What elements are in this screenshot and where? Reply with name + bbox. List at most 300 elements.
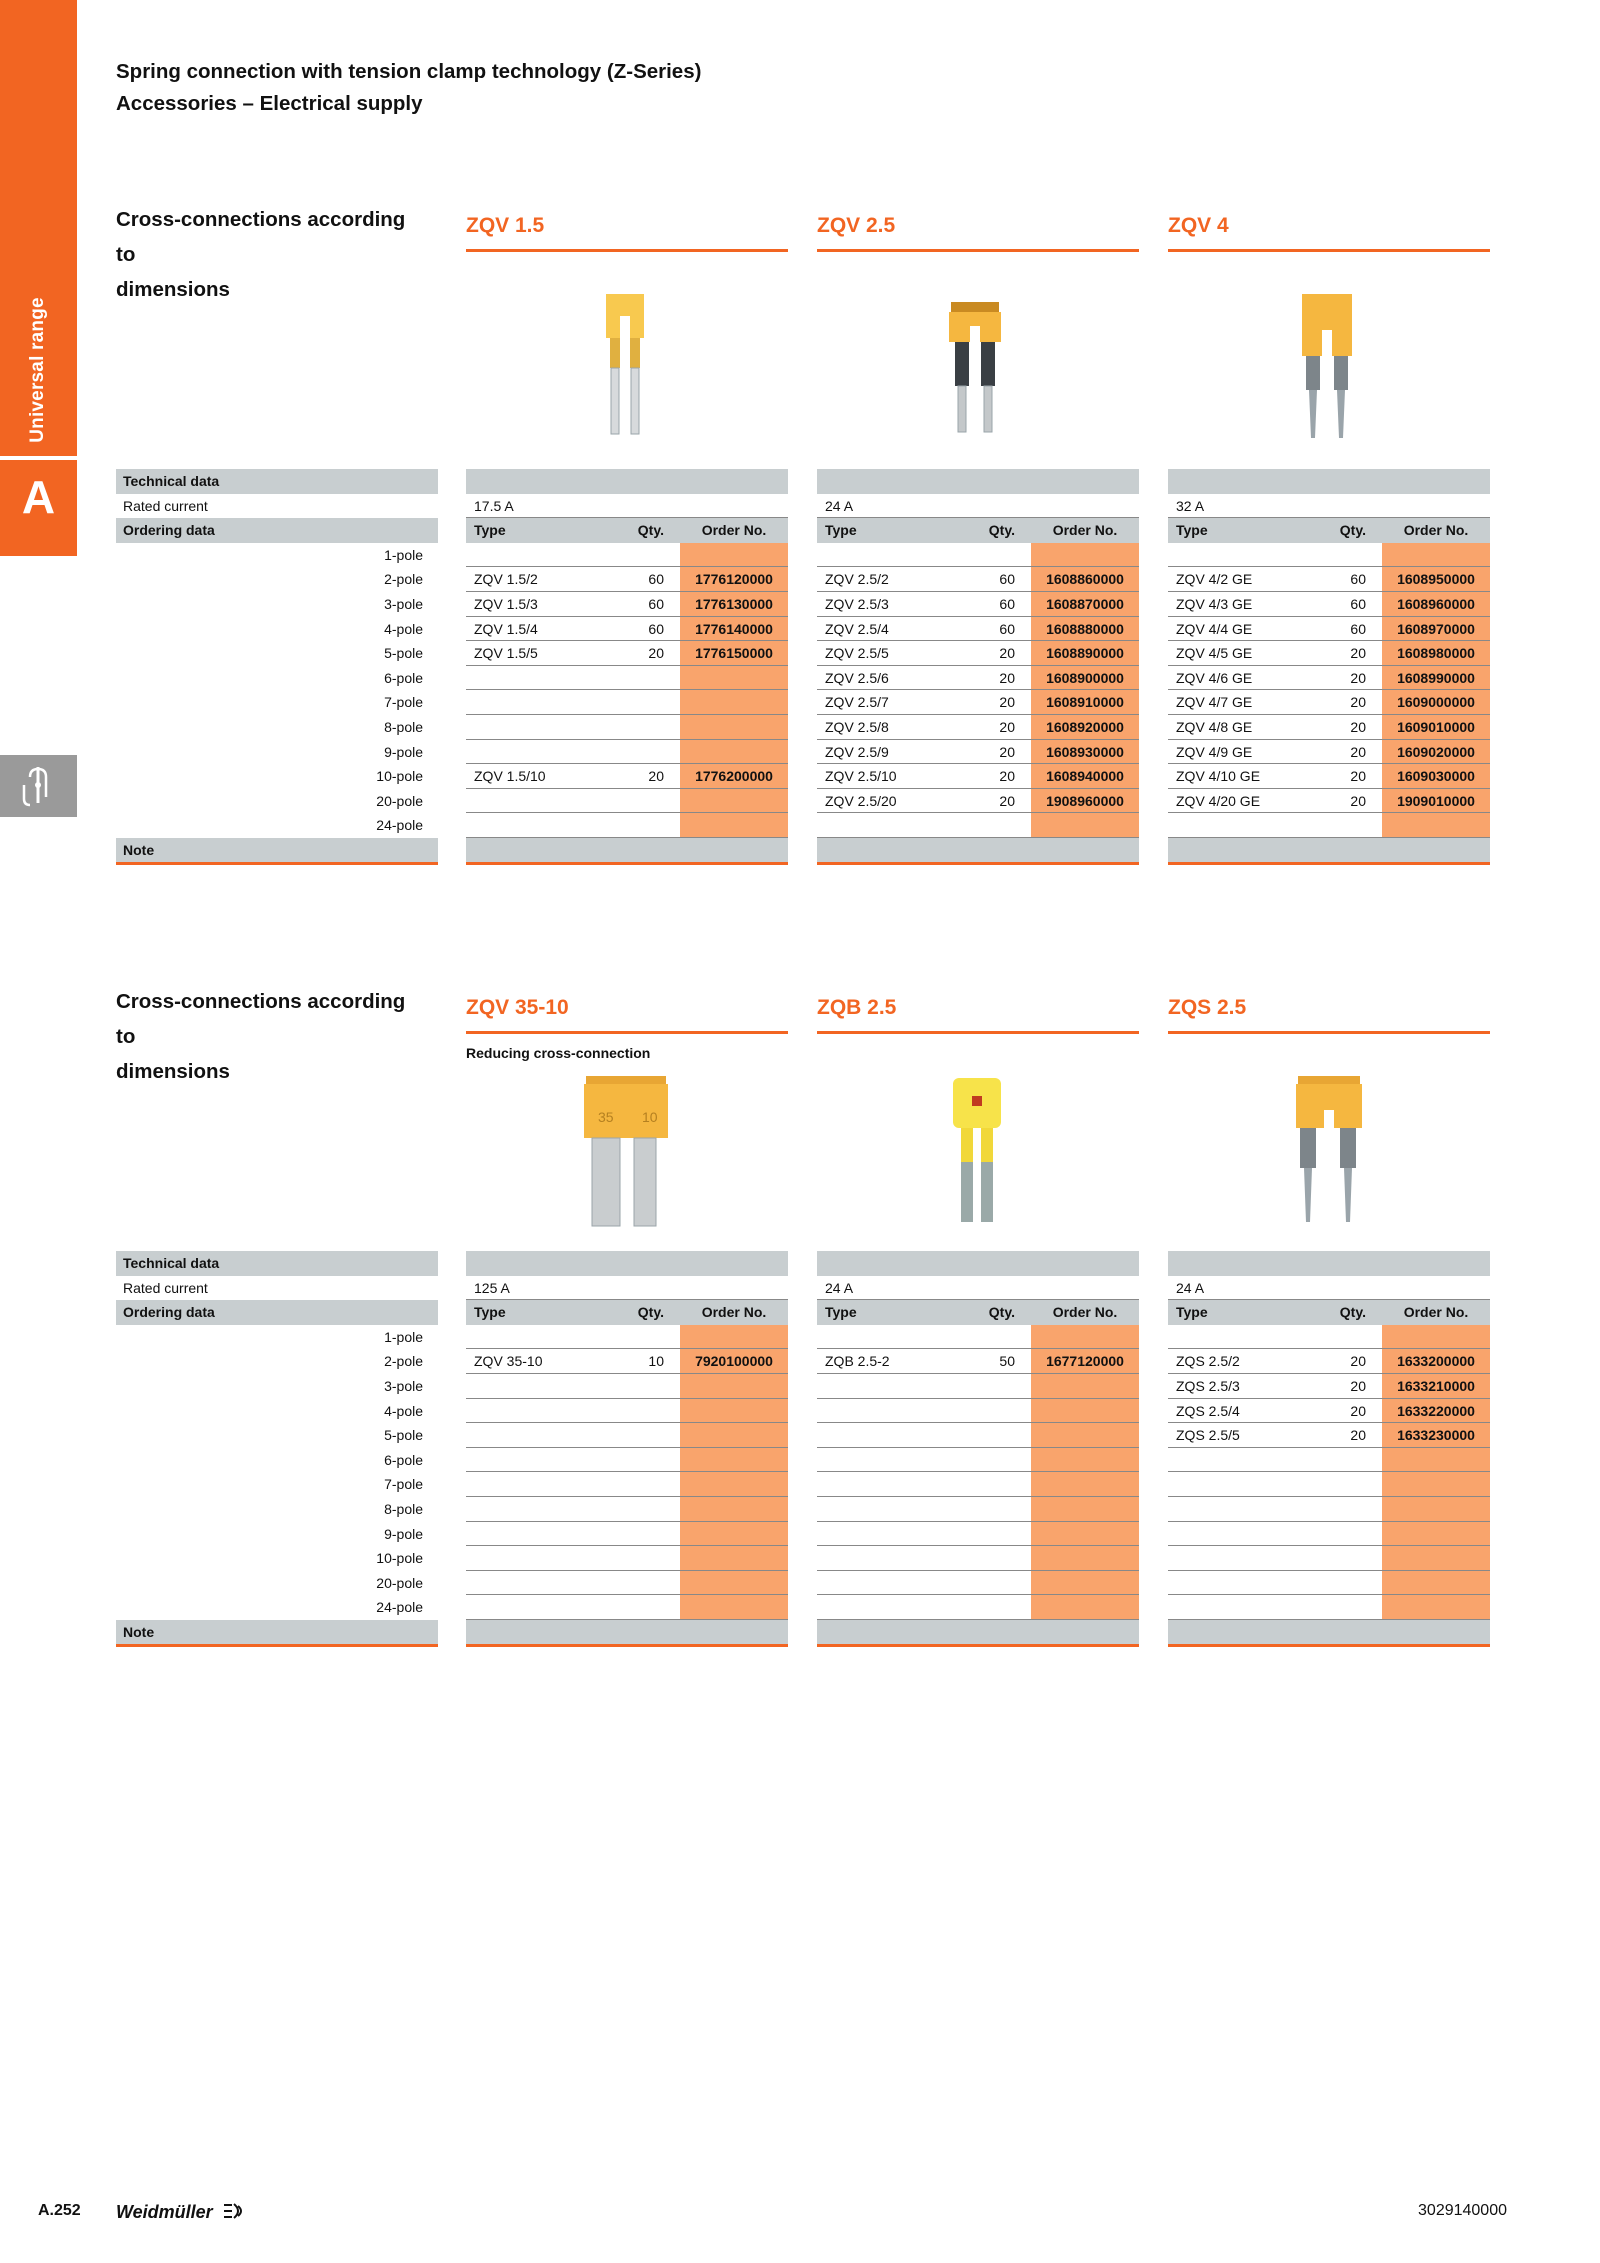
order-number-cell-empty bbox=[1031, 1374, 1139, 1398]
pole-label: 20-pole bbox=[376, 792, 423, 809]
pole-label: 7-pole bbox=[384, 1476, 423, 1493]
order-number-cell-empty bbox=[1382, 813, 1490, 837]
note-label: Note bbox=[116, 838, 438, 865]
type-cell: ZQV 2.5/7 bbox=[825, 694, 889, 711]
header-line2: Accessories – Electrical supply bbox=[116, 92, 423, 115]
table-row bbox=[817, 764, 1139, 789]
type-cell: ZQV 2.5/20 bbox=[825, 792, 897, 809]
order-number-cell-empty bbox=[1382, 1325, 1490, 1349]
table-row bbox=[817, 1399, 1139, 1424]
brand-name: Weidmüller bbox=[116, 2202, 213, 2222]
pole-label: 3-pole bbox=[384, 596, 423, 612]
ordering-header-row bbox=[817, 1300, 1139, 1325]
qty-cell: 20 bbox=[999, 792, 1015, 809]
product-title: ZQV 35-10 bbox=[466, 996, 569, 1019]
order-number-cell[interactable]: 1776120000 bbox=[680, 567, 788, 591]
ordering-header-row bbox=[1168, 518, 1490, 543]
footer-brand-logo bbox=[116, 2202, 246, 2223]
table-row bbox=[466, 1571, 788, 1596]
order-number-cell[interactable]: 1608860000 bbox=[1031, 567, 1139, 591]
order-number-cell-empty bbox=[680, 690, 788, 714]
pole-label: 5-pole bbox=[384, 645, 423, 662]
table-row bbox=[466, 666, 788, 691]
pole-label: 20-pole bbox=[376, 1574, 423, 1591]
order-number-cell[interactable]: 1609000000 bbox=[1382, 690, 1490, 714]
table-row bbox=[1168, 1571, 1490, 1596]
qty-cell: 60 bbox=[648, 596, 664, 612]
table-row bbox=[1168, 1546, 1490, 1571]
table-row bbox=[466, 1325, 788, 1350]
table-row bbox=[466, 1448, 788, 1473]
table-row bbox=[817, 1546, 1139, 1571]
rated-current-label: Rated current bbox=[123, 497, 208, 514]
order-number-cell-empty bbox=[680, 740, 788, 764]
type-cell: ZQV 2.5/4 bbox=[825, 620, 889, 637]
order-number-cell[interactable]: 1776130000 bbox=[680, 592, 788, 616]
type-cell: ZQV 4/4 GE bbox=[1176, 620, 1253, 637]
pole-label: 1-pole bbox=[384, 546, 423, 563]
table-row bbox=[1168, 666, 1490, 691]
type-cell: ZQV 2.5/10 bbox=[825, 768, 897, 785]
qty-cell: 60 bbox=[1350, 620, 1366, 637]
pole-label: 8-pole bbox=[384, 1501, 423, 1517]
qty-cell: 20 bbox=[1350, 669, 1366, 686]
order-number-cell-empty bbox=[680, 1522, 788, 1546]
qty-cell: 60 bbox=[1350, 596, 1366, 612]
note-band bbox=[1168, 838, 1490, 865]
pole-label: 2-pole bbox=[384, 1353, 423, 1370]
table-row bbox=[1168, 715, 1490, 740]
table-row bbox=[817, 666, 1139, 691]
page-header bbox=[116, 56, 701, 120]
order-column-header: Order No. bbox=[701, 1304, 767, 1321]
type-cell: ZQV 4/3 GE bbox=[1176, 596, 1253, 612]
qty-cell: 20 bbox=[1350, 1378, 1366, 1394]
table-row bbox=[817, 1423, 1139, 1448]
type-cell: ZQS 2.5/5 bbox=[1176, 1427, 1240, 1444]
technical-data-label: Technical data bbox=[116, 1251, 438, 1276]
qty-cell: 10 bbox=[648, 1353, 664, 1370]
order-number-cell[interactable]: 7920100000 bbox=[680, 1349, 788, 1373]
order-number-cell[interactable]: 1776150000 bbox=[680, 641, 788, 665]
order-number-cell-empty bbox=[1031, 543, 1139, 567]
table-row bbox=[466, 1497, 788, 1522]
footer-doc-number: 3029140000 bbox=[1418, 2202, 1507, 2219]
side-section-letter: A bbox=[21, 471, 56, 523]
product-image bbox=[562, 290, 692, 455]
product-subtitle: Reducing cross-connection bbox=[466, 1045, 651, 1061]
table-row bbox=[817, 690, 1139, 715]
order-number-cell-empty bbox=[680, 789, 788, 813]
order-number-cell-empty bbox=[1382, 543, 1490, 567]
order-number-cell-empty bbox=[680, 1399, 788, 1423]
table-row bbox=[817, 641, 1139, 666]
table-row bbox=[466, 641, 788, 666]
order-number-cell-empty bbox=[1382, 1497, 1490, 1521]
order-number-cell[interactable]: 1608880000 bbox=[1031, 617, 1139, 641]
note-band bbox=[817, 1620, 1139, 1647]
table-row bbox=[1168, 592, 1490, 617]
order-number-cell-empty bbox=[680, 1546, 788, 1570]
table-row bbox=[1168, 813, 1490, 838]
qty-cell: 20 bbox=[999, 719, 1015, 735]
order-column-header: Order No. bbox=[1403, 1304, 1469, 1321]
table-row bbox=[466, 813, 788, 838]
note-band bbox=[466, 838, 788, 865]
product-image bbox=[913, 290, 1043, 455]
order-number-cell-empty bbox=[680, 1448, 788, 1472]
qty-cell: 20 bbox=[999, 694, 1015, 711]
qty-cell: 60 bbox=[648, 620, 664, 637]
qty-cell: 20 bbox=[999, 669, 1015, 686]
order-number-cell[interactable]: 1608950000 bbox=[1382, 567, 1490, 591]
order-number-cell-empty bbox=[1382, 1546, 1490, 1570]
order-number-cell-empty bbox=[680, 1497, 788, 1521]
technical-data-band bbox=[817, 469, 1139, 494]
order-number-cell-empty bbox=[1382, 1595, 1490, 1619]
header-line1: Spring connection with tension clamp technology (Z-Series) bbox=[116, 60, 702, 83]
ordering-header-row bbox=[466, 518, 788, 543]
order-number-cell-empty bbox=[680, 813, 788, 837]
order-number-cell[interactable]: 1677120000 bbox=[1031, 1349, 1139, 1373]
order-number-cell-empty bbox=[680, 666, 788, 690]
order-number-cell[interactable]: 1609020000 bbox=[1382, 740, 1490, 764]
ordering-header-row bbox=[1168, 1300, 1490, 1325]
section-title bbox=[116, 984, 416, 1089]
order-number-cell-empty bbox=[1031, 1595, 1139, 1619]
order-number-cell[interactable]: 1608890000 bbox=[1031, 641, 1139, 665]
table-row bbox=[1168, 1374, 1490, 1399]
type-column-header: Type bbox=[474, 1304, 506, 1321]
table-row bbox=[466, 1595, 788, 1620]
qty-cell: 60 bbox=[999, 620, 1015, 637]
table-row bbox=[817, 1522, 1139, 1547]
product-title: ZQV 4 bbox=[1168, 214, 1229, 237]
table-row bbox=[466, 1472, 788, 1497]
qty-cell: 50 bbox=[999, 1353, 1015, 1370]
pole-label: 3-pole bbox=[384, 1378, 423, 1394]
order-column-header: Order No. bbox=[701, 522, 767, 539]
rated-current-value: 125 A bbox=[466, 1276, 788, 1301]
qty-cell: 60 bbox=[999, 571, 1015, 588]
table-row bbox=[466, 567, 788, 592]
table-row bbox=[466, 1423, 788, 1448]
type-cell: ZQV 2.5/2 bbox=[825, 571, 889, 588]
side-icon-box bbox=[0, 755, 77, 817]
pole-label: 10-pole bbox=[376, 768, 423, 785]
order-number-cell[interactable]: 1608910000 bbox=[1031, 690, 1139, 714]
table-row bbox=[1168, 641, 1490, 666]
type-column-header: Type bbox=[1176, 1304, 1208, 1321]
order-number-cell[interactable]: 1633210000 bbox=[1382, 1374, 1490, 1398]
pole-label: 6-pole bbox=[384, 669, 423, 686]
table-row bbox=[1168, 1497, 1490, 1522]
type-cell: ZQV 1.5/10 bbox=[474, 768, 546, 785]
pole-label: 24-pole bbox=[376, 817, 423, 834]
pole-label: 5-pole bbox=[384, 1427, 423, 1444]
product-title-rule bbox=[1168, 249, 1490, 252]
product-title: ZQV 2.5 bbox=[817, 214, 896, 237]
qty-cell: 20 bbox=[999, 645, 1015, 662]
table-row bbox=[466, 1374, 788, 1399]
table-row bbox=[466, 592, 788, 617]
table-row bbox=[817, 715, 1139, 740]
ordering-data-label: Ordering data bbox=[116, 518, 438, 543]
type-cell: ZQV 2.5/3 bbox=[825, 596, 889, 612]
order-number-cell-empty bbox=[1031, 1497, 1139, 1521]
order-number-cell-empty bbox=[680, 1325, 788, 1349]
table-row bbox=[817, 1472, 1139, 1497]
type-column-header: Type bbox=[825, 522, 857, 539]
type-cell: ZQV 2.5/9 bbox=[825, 743, 889, 760]
ordering-header-row bbox=[466, 1300, 788, 1325]
svg-text:10: 10 bbox=[642, 1109, 658, 1125]
table-row bbox=[466, 617, 788, 642]
section-title-line1: Cross-connections according to bbox=[116, 208, 406, 266]
side-range-label-box bbox=[0, 290, 77, 450]
table-row bbox=[466, 1349, 788, 1374]
order-number-cell-empty bbox=[1382, 1522, 1490, 1546]
table-row bbox=[1168, 1325, 1490, 1350]
order-number-cell-empty bbox=[1382, 1472, 1490, 1496]
table-row bbox=[817, 1448, 1139, 1473]
technical-data-band bbox=[1168, 1251, 1490, 1276]
order-column-header: Order No. bbox=[1403, 522, 1469, 539]
type-cell: ZQV 1.5/2 bbox=[474, 571, 538, 588]
qty-column-header: Qty. bbox=[637, 522, 664, 539]
order-number-cell-empty bbox=[1382, 1448, 1490, 1472]
section-title bbox=[116, 202, 416, 307]
type-cell: ZQV 1.5/5 bbox=[474, 645, 538, 662]
table-row bbox=[466, 543, 788, 568]
product-title: ZQV 1.5 bbox=[466, 214, 545, 237]
table-row bbox=[817, 1374, 1139, 1399]
product-title-rule bbox=[466, 249, 788, 252]
order-number-cell-empty bbox=[1031, 1522, 1139, 1546]
order-number-cell-empty bbox=[1031, 1399, 1139, 1423]
table-row bbox=[1168, 1423, 1490, 1448]
qty-column-header: Qty. bbox=[988, 1304, 1015, 1321]
qty-cell: 20 bbox=[1350, 645, 1366, 662]
order-number-cell[interactable]: 1776140000 bbox=[680, 617, 788, 641]
technical-data-band bbox=[466, 1251, 788, 1276]
rated-current-value: 24 A bbox=[817, 494, 1139, 519]
rated-current-value: 24 A bbox=[817, 1276, 1139, 1301]
pole-label: 9-pole bbox=[384, 743, 423, 760]
order-number-cell-empty bbox=[1031, 1571, 1139, 1595]
side-range-label: Universal range bbox=[27, 297, 48, 443]
qty-cell: 20 bbox=[1350, 719, 1366, 735]
type-cell: ZQV 4/20 GE bbox=[1176, 792, 1261, 809]
order-number-cell-empty bbox=[1031, 1325, 1139, 1349]
order-number-cell-empty bbox=[1031, 1423, 1139, 1447]
qty-cell: 20 bbox=[648, 768, 664, 785]
note-label: Note bbox=[116, 1620, 438, 1647]
table-row bbox=[1168, 789, 1490, 814]
order-number-cell[interactable]: 1633200000 bbox=[1382, 1349, 1490, 1373]
table-row bbox=[466, 789, 788, 814]
type-cell: ZQB 2.5-2 bbox=[825, 1353, 890, 1370]
svg-text:35: 35 bbox=[598, 1109, 614, 1125]
pole-label: 4-pole bbox=[384, 1402, 423, 1419]
type-cell: ZQV 2.5/8 bbox=[825, 719, 889, 735]
pole-label: 24-pole bbox=[376, 1599, 423, 1616]
qty-cell: 20 bbox=[999, 768, 1015, 785]
table-row bbox=[1168, 1399, 1490, 1424]
note-band bbox=[817, 838, 1139, 865]
type-cell: ZQV 4/6 GE bbox=[1176, 669, 1253, 686]
product-title: ZQS 2.5 bbox=[1168, 996, 1247, 1019]
qty-cell: 20 bbox=[999, 743, 1015, 760]
order-number-cell-empty bbox=[1031, 1546, 1139, 1570]
table-row bbox=[1168, 543, 1490, 568]
qty-column-header: Qty. bbox=[988, 522, 1015, 539]
type-cell: ZQV 4/10 GE bbox=[1176, 768, 1261, 785]
type-cell: ZQV 35-10 bbox=[474, 1353, 543, 1370]
order-number-cell[interactable]: 1776200000 bbox=[680, 764, 788, 788]
qty-cell: 20 bbox=[648, 645, 664, 662]
table-row bbox=[466, 1522, 788, 1547]
order-number-cell-empty bbox=[680, 543, 788, 567]
order-number-cell[interactable]: 1909010000 bbox=[1382, 789, 1490, 813]
order-number-cell[interactable]: 1608970000 bbox=[1382, 617, 1490, 641]
type-cell: ZQV 4/9 GE bbox=[1176, 743, 1253, 760]
order-number-cell-empty bbox=[680, 1571, 788, 1595]
type-cell: ZQS 2.5/4 bbox=[1176, 1402, 1240, 1419]
clamp-connection-icon bbox=[14, 763, 62, 809]
qty-cell: 60 bbox=[648, 571, 664, 588]
type-cell: ZQV 1.5/4 bbox=[474, 620, 538, 637]
product-image bbox=[562, 1072, 692, 1237]
table-row bbox=[1168, 1522, 1490, 1547]
qty-cell: 20 bbox=[1350, 768, 1366, 785]
table-row bbox=[817, 567, 1139, 592]
brand-mark-icon bbox=[222, 2202, 246, 2220]
note-band bbox=[1168, 1620, 1490, 1647]
table-row bbox=[466, 764, 788, 789]
product-title: ZQB 2.5 bbox=[817, 996, 897, 1019]
technical-data-band bbox=[466, 469, 788, 494]
order-number-cell[interactable]: 1633230000 bbox=[1382, 1423, 1490, 1447]
type-column-header: Type bbox=[474, 522, 506, 539]
table-row bbox=[817, 1497, 1139, 1522]
product-title-rule bbox=[466, 1031, 788, 1034]
order-number-cell-empty bbox=[680, 1472, 788, 1496]
table-row bbox=[1168, 690, 1490, 715]
type-cell: ZQS 2.5/3 bbox=[1176, 1378, 1240, 1394]
rated-current-value: 17.5 A bbox=[466, 494, 788, 519]
table-row bbox=[817, 813, 1139, 838]
type-cell: ZQV 4/8 GE bbox=[1176, 719, 1253, 735]
type-cell: ZQV 2.5/6 bbox=[825, 669, 889, 686]
order-number-cell[interactable]: 1608960000 bbox=[1382, 592, 1490, 616]
order-number-cell-empty bbox=[680, 1374, 788, 1398]
qty-cell: 20 bbox=[1350, 1353, 1366, 1370]
order-number-cell[interactable]: 1608980000 bbox=[1382, 641, 1490, 665]
pole-label: 2-pole bbox=[384, 571, 423, 588]
order-number-cell-empty bbox=[680, 1423, 788, 1447]
table-row bbox=[1168, 1595, 1490, 1620]
qty-cell: 20 bbox=[1350, 743, 1366, 760]
order-number-cell[interactable]: 1633220000 bbox=[1382, 1399, 1490, 1423]
type-cell: ZQV 4/5 GE bbox=[1176, 645, 1253, 662]
table-row bbox=[817, 592, 1139, 617]
section-title-line2: dimensions bbox=[116, 278, 230, 301]
type-cell: ZQV 4/7 GE bbox=[1176, 694, 1253, 711]
table-row bbox=[817, 617, 1139, 642]
rated-current-label: Rated current bbox=[123, 1279, 208, 1296]
footer-page-number: A.252 bbox=[38, 2202, 81, 2219]
ordering-data-label: Ordering data bbox=[116, 1300, 438, 1325]
order-number-cell-empty bbox=[1382, 1571, 1490, 1595]
order-column-header: Order No. bbox=[1052, 522, 1118, 539]
type-cell: ZQS 2.5/2 bbox=[1176, 1353, 1240, 1370]
order-number-cell-empty bbox=[1031, 1472, 1139, 1496]
qty-column-header: Qty. bbox=[1339, 522, 1366, 539]
qty-cell: 20 bbox=[1350, 1427, 1366, 1444]
product-title-rule bbox=[817, 1031, 1139, 1034]
order-number-cell[interactable]: 1608940000 bbox=[1031, 764, 1139, 788]
side-divider bbox=[0, 456, 77, 460]
type-column-header: Type bbox=[825, 1304, 857, 1321]
table-row bbox=[1168, 740, 1490, 765]
order-number-cell-empty bbox=[1031, 1448, 1139, 1472]
qty-cell: 20 bbox=[1350, 694, 1366, 711]
pole-label: 9-pole bbox=[384, 1525, 423, 1542]
table-row bbox=[466, 1399, 788, 1424]
pole-label: 4-pole bbox=[384, 620, 423, 637]
pole-label: 8-pole bbox=[384, 719, 423, 735]
order-number-cell[interactable]: 1609010000 bbox=[1382, 715, 1490, 739]
product-image bbox=[1264, 1072, 1394, 1237]
table-row bbox=[817, 789, 1139, 814]
table-row bbox=[817, 740, 1139, 765]
rated-current-value: 24 A bbox=[1168, 1276, 1490, 1301]
product-image bbox=[913, 1072, 1043, 1237]
table-row bbox=[466, 740, 788, 765]
order-number-cell-empty bbox=[680, 715, 788, 739]
qty-cell: 60 bbox=[1350, 571, 1366, 588]
note-band bbox=[466, 1620, 788, 1647]
order-number-cell[interactable]: 1608920000 bbox=[1031, 715, 1139, 739]
qty-column-header: Qty. bbox=[1339, 1304, 1366, 1321]
qty-cell: 20 bbox=[1350, 792, 1366, 809]
pole-label: 6-pole bbox=[384, 1451, 423, 1468]
ordering-header-row bbox=[817, 518, 1139, 543]
table-row bbox=[817, 1595, 1139, 1620]
order-number-cell[interactable]: 1608870000 bbox=[1031, 592, 1139, 616]
table-row bbox=[1168, 1349, 1490, 1374]
table-row bbox=[1168, 1448, 1490, 1473]
order-number-cell[interactable]: 1609030000 bbox=[1382, 764, 1490, 788]
table-row bbox=[817, 1349, 1139, 1374]
table-row bbox=[1168, 617, 1490, 642]
section-title-line1: Cross-connections according to bbox=[116, 990, 406, 1048]
order-number-cell[interactable]: 1608990000 bbox=[1382, 666, 1490, 690]
table-row bbox=[466, 1546, 788, 1571]
table-row bbox=[1168, 1472, 1490, 1497]
type-cell: ZQV 2.5/5 bbox=[825, 645, 889, 662]
table-row bbox=[817, 1325, 1139, 1350]
qty-column-header: Qty. bbox=[637, 1304, 664, 1321]
order-number-cell[interactable]: 1908960000 bbox=[1031, 789, 1139, 813]
order-number-cell[interactable]: 1608930000 bbox=[1031, 740, 1139, 764]
qty-cell: 60 bbox=[999, 596, 1015, 612]
technical-data-label: Technical data bbox=[116, 469, 438, 494]
order-number-cell[interactable]: 1608900000 bbox=[1031, 666, 1139, 690]
rated-current-value: 32 A bbox=[1168, 494, 1490, 519]
order-number-cell-empty bbox=[680, 1595, 788, 1619]
